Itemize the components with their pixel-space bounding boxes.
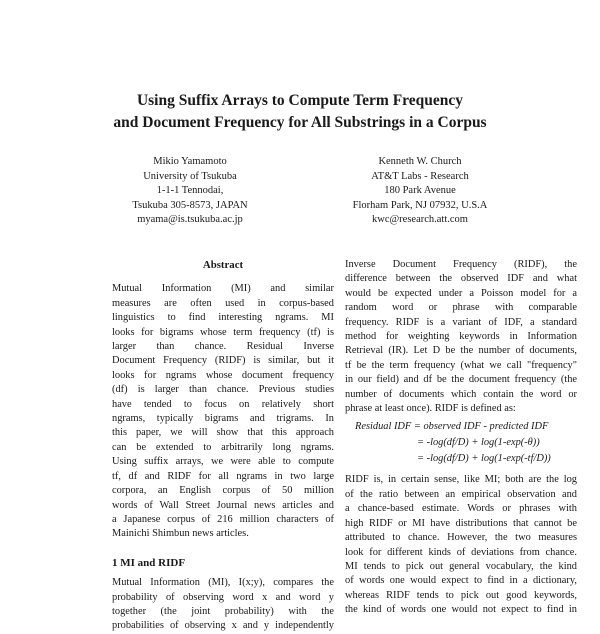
text-line: high RIDF or MI have distributions that cannot be	[345, 517, 577, 529]
text-line: looks for ngrams whose document frequency	[112, 369, 334, 381]
author-affiliation: University of Tsukuba	[143, 170, 237, 182]
text-line: random word or phrase with comparable	[345, 302, 577, 314]
text-line: corpora, an English corpus of 50 million	[112, 485, 334, 497]
text-line: number of documents which contain the word or	[345, 388, 577, 400]
text-line: of the ratio between an empirical observation and	[345, 488, 577, 500]
text-line: difference between the observed IDF and what	[345, 273, 577, 285]
text-line: a Japanese corpus of 216 million characters of	[112, 513, 334, 525]
text-line: a chance-based estimate. Words or phrases with	[345, 503, 577, 515]
left-column	[112, 258, 334, 634]
abstract-paragraph	[112, 282, 334, 541]
title-line-1: Using Suffix Arrays to Compute Term Frequency	[136, 92, 464, 109]
ridf-equation	[345, 419, 577, 467]
text-line: frequency. RIDF is a variant of IDF, a standard	[345, 316, 577, 328]
equation-line: = -log(df/D) + log(1-exp(-tf/D))	[417, 453, 551, 465]
text-line: would be expected under a Poisson model for a	[345, 287, 577, 299]
text-line: together (the joint probability) with the	[112, 605, 334, 617]
author-block-yamamoto	[110, 155, 270, 228]
text-line: Mutual Information (MI), I(x;y), compares the	[112, 577, 334, 589]
text-line: method for weighting keywords in Information	[345, 331, 577, 343]
text-line: Retrieval (IR). Let D be the number of documents,	[345, 345, 577, 357]
text-line: Document Frequency (RIDF) is similar, but it	[112, 355, 334, 367]
text-line: have tended to focus on relatively short	[112, 398, 334, 410]
text-line: this paper, we will show that this approach	[112, 427, 334, 439]
author-address-line: Tsukuba 305-8573, JAPAN	[132, 199, 248, 211]
text-line: ngrams, typically bigrams and trigrams. In	[112, 413, 334, 425]
text-line: Inverse Document Frequency (RIDF), the	[345, 259, 577, 270]
author-block-church	[320, 155, 520, 228]
text-line: larger than chance. Residual Inverse	[112, 341, 334, 353]
author-address-line: 1-1-1 Tennodai,	[156, 185, 224, 197]
author-email: myama@is.tsukuba.ac.jp	[137, 214, 243, 226]
text-line: words of Wall Street Journal news articles and	[112, 499, 334, 511]
text-line: (df) is larger than chance. Previous studies	[112, 384, 334, 396]
text-line: attributed to chance. However, the two measures	[345, 532, 577, 544]
right-column	[345, 258, 577, 618]
author-email: kwc@research.att.com	[372, 214, 468, 226]
text-line: Mainichi Shimbun news articles.	[112, 528, 249, 540]
author-affiliation: AT&T Labs - Research	[371, 170, 469, 182]
title-line-2: and Document Frequency for All Substrings in a Corpus	[113, 114, 487, 131]
text-line: the kind of words one would not expect to find in	[345, 604, 577, 616]
text-line: probabilities of observing x and y independently	[112, 620, 334, 632]
text-line: Using suffix arrays, we were able to compute	[112, 456, 334, 468]
text-line: tf, df and RIDF for all ngrams in two large	[112, 470, 334, 482]
abstract-heading: Abstract	[202, 259, 244, 271]
text-line: of words one would expect to find in a dictionary,	[345, 575, 577, 587]
equation-line: Residual IDF = observed IDF - predicted IDF	[355, 421, 549, 433]
comparison-paragraph	[345, 473, 577, 617]
text-line: tf be the term frequency (what we call "frequency"	[345, 359, 577, 371]
author-name: Mikio Yamamoto	[153, 156, 227, 167]
text-line: in our field) and df be the document frequency (the	[345, 374, 577, 386]
section-paragraph	[112, 576, 334, 634]
equation-line: = -log(df/D) + log(1-exp(-θ))	[417, 437, 540, 449]
section-heading: 1 MI and RIDF	[112, 556, 186, 569]
text-line: measures are often used in corpus-based	[112, 297, 334, 309]
author-address-line: Florham Park, NJ 07932, U.S.A	[352, 199, 488, 211]
author-address-line: 180 Park Avenue	[384, 185, 456, 197]
text-line: probability of observing word x and word y	[112, 591, 334, 603]
ridf-paragraph	[345, 258, 577, 416]
text-line: phrase at least once). RIDF is defined as:	[345, 403, 516, 415]
text-line: Mutual Information (MI) and similar	[112, 283, 334, 295]
text-line: looks for bigrams whose term frequency (tf) is	[112, 326, 334, 338]
text-line: whereas RIDF tends to pick out good keywords,	[345, 589, 577, 601]
text-line: linguistics to find interesting ngrams. MI	[112, 312, 334, 324]
author-name: Kenneth W. Church	[378, 156, 462, 167]
paper-title	[60, 90, 540, 134]
text-line: look for different kinds of deviations from chance.	[345, 546, 577, 558]
text-line: MI tends to pick out general vocabulary, the kind	[345, 560, 577, 572]
text-line: can be extended to arbitrarily long ngrams.	[112, 441, 334, 453]
text-line: RIDF is, in certain sense, like MI; both are the log	[345, 474, 577, 486]
